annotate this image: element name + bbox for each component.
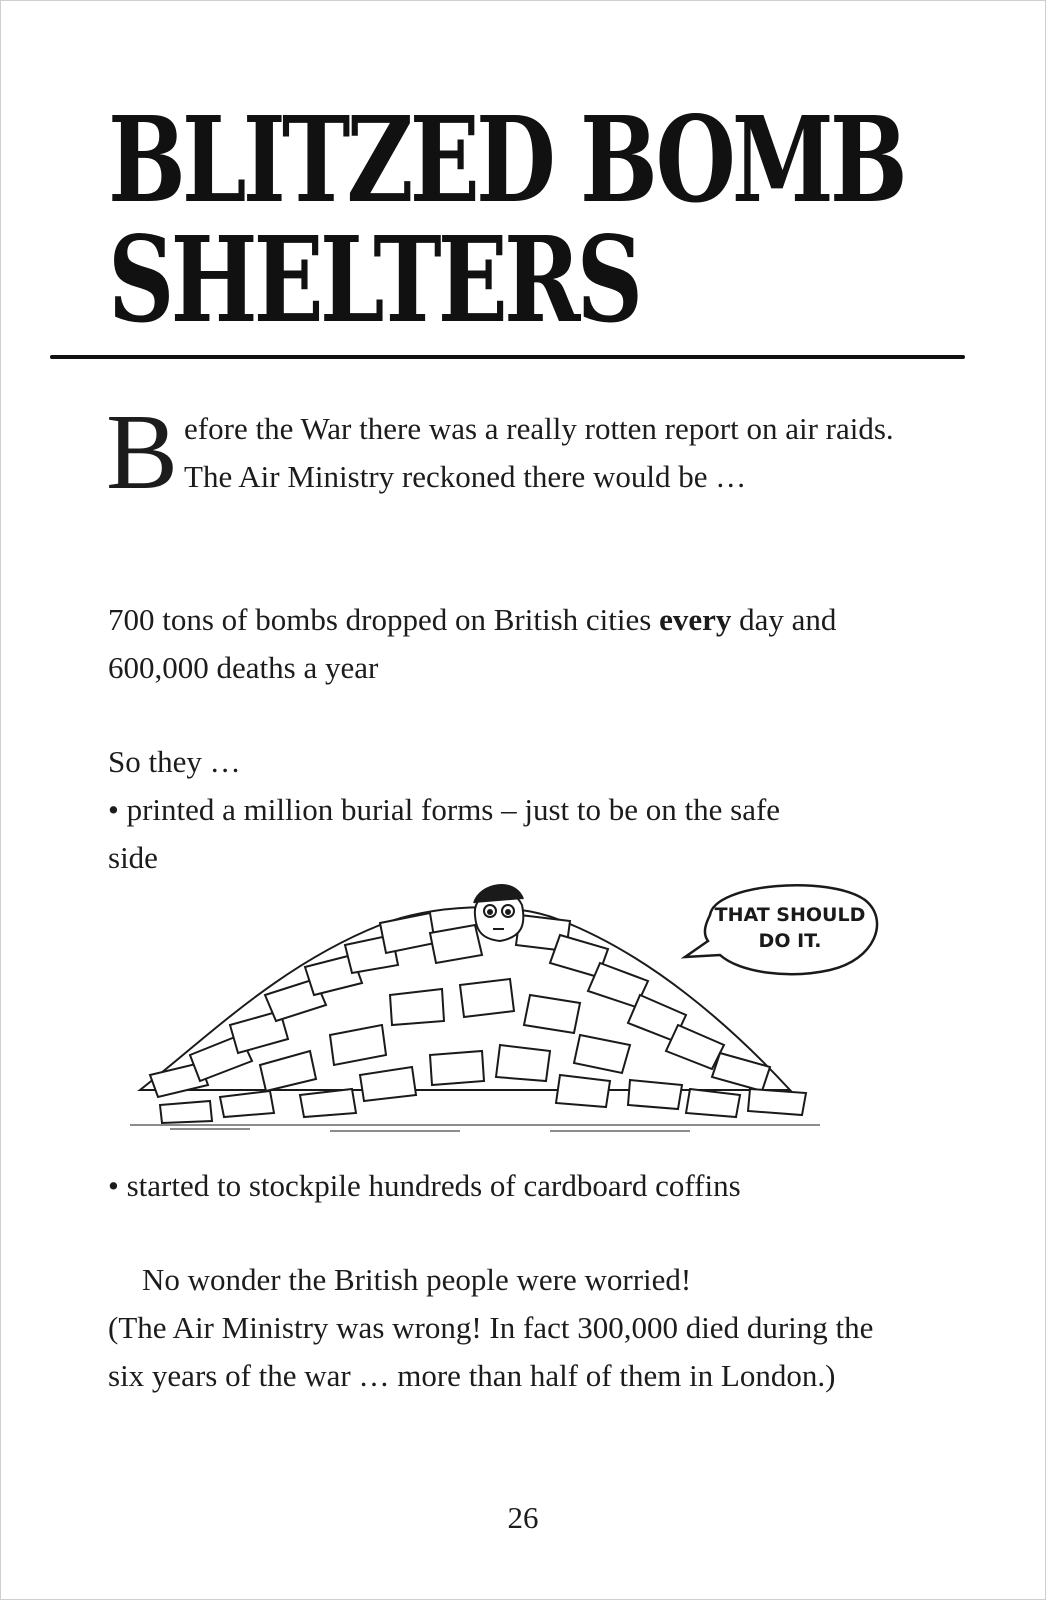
title-line-1: BLITZED BOMB <box>108 90 904 229</box>
prediction-paragraph <box>108 596 898 692</box>
closing-line: No wonder the British people were worried! <box>142 1262 692 1297</box>
drop-cap: B <box>106 393 179 512</box>
prediction-emphasis: every <box>659 602 732 637</box>
man-in-pile <box>474 885 523 941</box>
closing-aside: (The Air Ministry was wrong! In fact 300,000 died during the six years of the war … more than half of them in London.) <box>108 1310 874 1393</box>
page-number: 26 <box>507 1500 539 1535</box>
burial-forms-cartoon <box>130 875 910 1175</box>
speech-line-2: DO IT. <box>758 930 822 952</box>
prediction-before: 700 tons of bombs dropped on British cities <box>108 602 660 637</box>
so-they-line: So they … <box>108 744 241 779</box>
title-rule <box>50 355 965 359</box>
intro-paragraph <box>106 393 898 512</box>
speech-bubble <box>685 885 877 974</box>
page-title <box>108 90 904 349</box>
intro-text: efore the War there was a really rotten report on air raids. The Air Ministry reckoned there would be … <box>184 411 894 494</box>
title-line-2: SHELTERS <box>108 210 640 349</box>
ground-hatching <box>130 1125 820 1131</box>
prediction-after: day and 600,000 deaths a year <box>108 602 837 685</box>
speech-line-1: THAT SHOULD <box>714 904 866 926</box>
bullet-coffins: • started to stockpile hundreds of cardboard coffins <box>108 1168 741 1203</box>
bullet-burial-forms: • printed a million burial forms – just to be on the safe side <box>108 792 781 875</box>
